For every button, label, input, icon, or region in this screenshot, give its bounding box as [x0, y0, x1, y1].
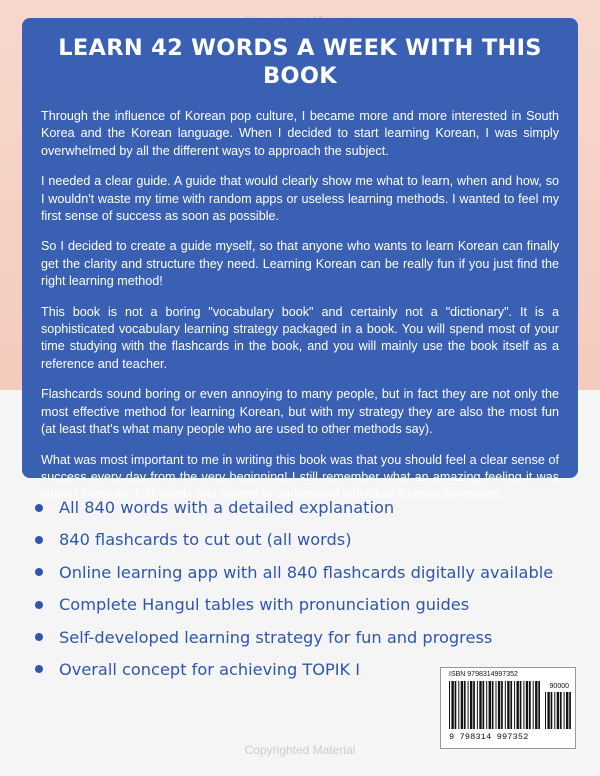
feature-text: Overall concept for achieving TOPIK I: [59, 659, 361, 679]
barcode-digits: 9 798314 997352: [449, 732, 529, 742]
barcode: [440, 667, 576, 749]
paragraph-4: This book is not a boring "vocabulary book" and certainly not a "dictionary". It is a sophisticated vocabulary learning strategy packaged in a book. You will spend most of your time studying with the flashcards in the book, and you will mainly use the book itself as a reference and teacher.: [41, 304, 559, 371]
feature-text: Complete Hangul tables with pronunciation guides: [59, 595, 470, 615]
panel-title: LEARN 42 WORDS A WEEK WITH THIS BOOK: [58, 35, 542, 89]
bullet-icon: [35, 536, 43, 544]
feature-item: [35, 627, 553, 648]
paragraph-3: So I decided to create a guide myself, so that anyone who wants to learn Korean can finally get the clarity and structure they need. Learning Korean can be really fun if you just find the right learning method!: [41, 239, 559, 289]
bullet-icon: [35, 568, 43, 576]
description-panel: [22, 18, 578, 502]
paragraph-2: I needed a clear guide. A guide that would clearly show me what to learn, when and how, so I wouldn't waste my time with random apps or useless learning methods. I wanted to feel my first sense of success as soon as possible.: [41, 174, 559, 224]
paragraph-6: What was most important to me in writing this book was that you should feel a clear sense of success every day from the very beginning! I still remember what an amazing feeling it was when I knew my first words and started to understand individual Korean sentences.: [41, 452, 559, 502]
feature-text: Online learning app with all 840 flashcards digitally available: [59, 562, 554, 582]
watermark-bottom: Copyrighted Material: [244, 743, 356, 757]
isbn-label: ISBN 9798314997352: [449, 671, 518, 678]
feature-text: 840 flashcards to cut out (all words): [59, 530, 352, 550]
bullet-icon: [35, 504, 43, 512]
bullet-icon: [35, 633, 43, 641]
paragraph-5: Flashcards sound boring or even annoying to many people, but in fact they are not only the most effective method for learning Korean, but with my strategy they are also the most fun (at least that's what many people who are used to other methods say).: [41, 387, 559, 437]
bullet-icon: [35, 665, 43, 673]
paragraph-1: Through the influence of Korean pop culture, I became more and more interested in South Korea and the Korean language. When I decided to start learning Korean, I was simply overwhelmed by all the different ways to approach the subject.: [41, 109, 559, 158]
feature-item: [35, 529, 553, 550]
price-code: 90000: [549, 683, 569, 690]
feature-text: Self-developed learning strategy for fun and progress: [59, 627, 493, 647]
feature-text: All 840 words with a detailed explanation: [59, 498, 395, 517]
feature-item: [35, 562, 553, 583]
feature-item: [35, 594, 553, 615]
feature-item: [35, 497, 553, 518]
feature-list: [35, 497, 553, 691]
barcode-addon-bars-icon: [545, 692, 573, 729]
barcode-bars-icon: [449, 681, 541, 729]
bullet-icon: [35, 601, 43, 609]
